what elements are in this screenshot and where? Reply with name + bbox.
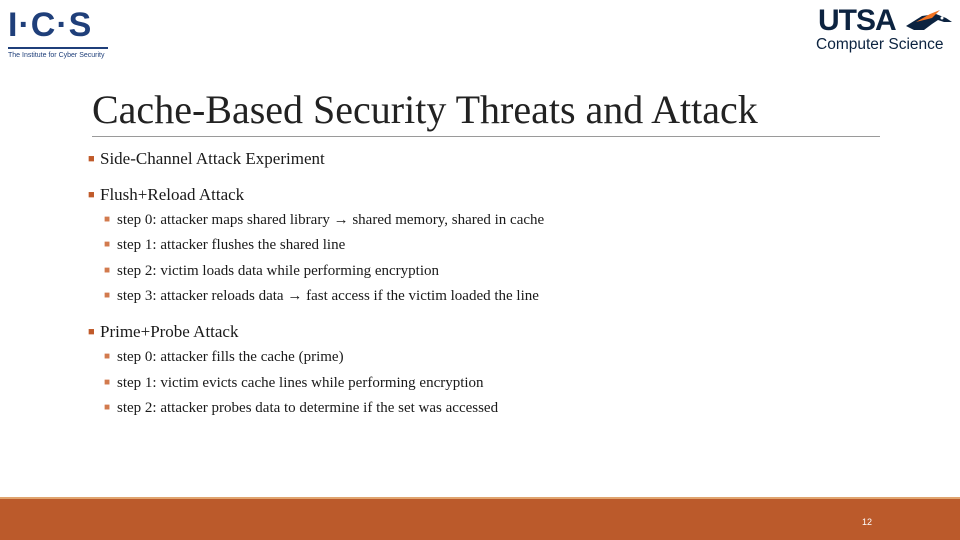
bullet-flush-reload xyxy=(88,184,244,206)
bullet-text: Flush+Reload Attack xyxy=(100,185,245,204)
sub-bullet-flush-step-2 xyxy=(104,261,439,281)
sub-bullet-flush-step-3 xyxy=(104,286,539,306)
sub-bullet-flush-step-1 xyxy=(104,235,345,255)
bullet-text: Side-Channel Attack Experiment xyxy=(100,149,325,168)
utsa-logo xyxy=(816,4,956,54)
ics-logo-mark: I·C·S xyxy=(8,6,93,44)
bullet-text: step 3: attacker reloads data → fast access if the victim loaded the line xyxy=(117,288,539,304)
footer-highlight xyxy=(0,497,960,499)
square-bullet-icon: ■ xyxy=(104,214,111,225)
footer-bar xyxy=(0,497,960,540)
ics-logo xyxy=(8,6,108,62)
square-bullet-icon: ■ xyxy=(104,351,111,362)
page-number: 12 xyxy=(862,517,873,527)
sub-bullet-prime-step-0 xyxy=(104,347,344,367)
bullet-text: step 0: attacker fills the cache (prime) xyxy=(117,349,344,365)
ics-logo-tagline: The Institute for Cyber Security xyxy=(8,52,105,59)
square-bullet-icon: ■ xyxy=(104,239,111,250)
bullet-text: step 2: victim loads data while performing encryption xyxy=(117,263,440,279)
bullet-prime-probe xyxy=(88,321,238,343)
square-bullet-icon: ■ xyxy=(88,326,95,338)
bullet-text: step 2: attacker probes data to determine if the set was accessed xyxy=(117,400,499,416)
sub-bullet-flush-step-0 xyxy=(104,210,544,230)
slide-title: Cache-Based Security Threats and Attack xyxy=(92,87,758,132)
square-bullet-icon: ■ xyxy=(104,265,111,276)
sub-bullet-prime-step-1 xyxy=(104,373,484,393)
utsa-logo-word: UTSA xyxy=(818,4,896,37)
square-bullet-icon: ■ xyxy=(104,290,111,301)
square-bullet-icon: ■ xyxy=(88,189,95,201)
bullet-text: step 1: victim evicts cache lines while performing encryption xyxy=(117,375,484,391)
ics-logo-rule xyxy=(8,47,108,49)
title-divider xyxy=(92,136,880,137)
bullet-text: step 0: attacker maps shared library → shared memory, shared in cache xyxy=(117,212,545,228)
bullet-text: step 1: attacker flushes the shared line xyxy=(117,237,346,253)
bullet-text: Prime+Probe Attack xyxy=(100,322,239,341)
bullet-side-channel xyxy=(88,148,325,170)
square-bullet-icon: ■ xyxy=(104,377,111,388)
roadrunner-icon xyxy=(902,8,954,36)
square-bullet-icon: ■ xyxy=(104,402,111,413)
utsa-logo-department: Computer Science xyxy=(816,36,944,53)
square-bullet-icon: ■ xyxy=(88,153,95,165)
sub-bullet-prime-step-2 xyxy=(104,398,498,418)
